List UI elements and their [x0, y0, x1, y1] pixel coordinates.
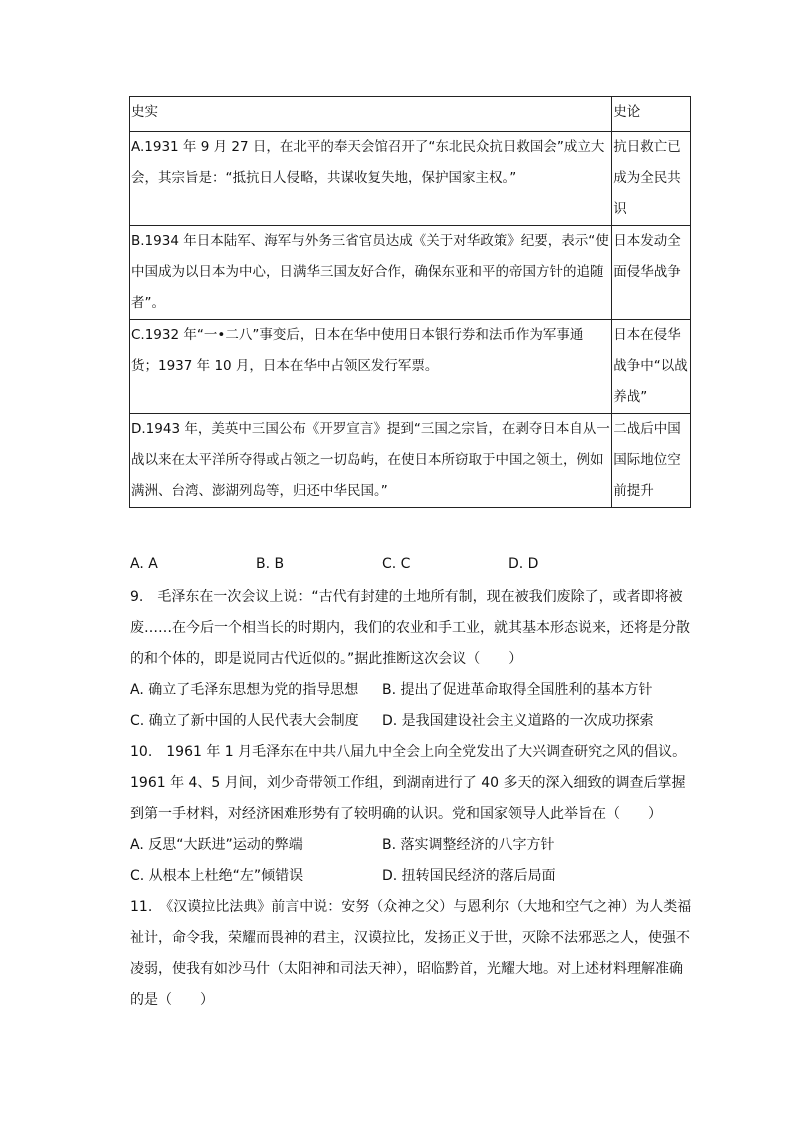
row-d-fact: D.1943 年，美英中三国公布《开罗宣言》提到“三国之宗旨，在剥夺日本自从一战以来在太平洋所夺得或占领之一切岛屿，在使日本所窃取于中国之领土，例如满洲、台湾、澎湖列岛等，归还中华民国。” [130, 414, 612, 508]
q10-stem: 10. 1961 年 1 月毛泽东在中共八届九中全会上向全党发出了大兴调查研究之风的倡议。1961 年 4、5 月间，刘少奇带领工作组，到湖南进行了 40 多天的深入细致的调查后掌握到第一手材料，对经济困难形势有了较明确的认识。党和国家领导人此举旨在（ ） [130, 744, 687, 822]
q9-options-row1 [130, 675, 653, 706]
q9-option-a: A. 确立了毛泽东思想为党的指导思想 [130, 682, 359, 698]
q9-stem: 9. 毛泽东在一次会议上说：“古代有封建的土地所有制，现在被我们废除了，或者即将被废……在今后一个相当长的时期内，我们的农业和手工业，就其基本形态说来，还将是分散的和个体的，即是说同古代近似的。”据此推断这次会议（ ） [130, 589, 690, 667]
row-d-view: 二战后中国国际地位空前提升 [612, 414, 691, 508]
q9-option-b: B. 提出了促进革命取得全国胜利的基本方针 [382, 682, 653, 698]
q9-options-row2 [130, 706, 654, 737]
row-a-fact: A.1931 年 9 月 27 日，在北平的奉天会馆召开了“东北民众抗日救国会”成立大会，其宗旨是：“抵抗日人侵略，共谋收复失地，保护国家主权。” [130, 132, 612, 226]
table-row [130, 320, 691, 414]
q8-option-d: D. D [508, 556, 539, 572]
table-row [130, 414, 691, 508]
header-fact: 史实 [130, 97, 612, 132]
table-header-row [130, 97, 691, 132]
row-b-view: 日本发动全面侵华战争 [612, 226, 691, 320]
q9-option-d: D. 是我国建设社会主义道路的一次成功探索 [382, 713, 654, 729]
q10-option-c: C. 从根本上杜绝“左”倾错误 [130, 868, 304, 884]
q11-stem: 11. 《汉谟拉比法典》前言中说：安努（众神之父）与恩利尔（大地和空气之神）为人类福祉计，命令我，荣耀而畏神的君主，汉谟拉比，发扬正义于世，灭除不法邪恶之人，使强不凌弱，使我有如沙马什（太阳神和司法天神），昭临黔首，光耀大地。对上述材料理解准确的是（ ） [130, 899, 692, 1008]
q8-option-a: A. A [130, 556, 158, 572]
q9-option-c: C. 确立了新中国的人民代表大会制度 [130, 713, 359, 729]
row-c-view: 日本在侵华战争中“以战养战” [612, 320, 691, 414]
row-b-fact: B.1934 年日本陆军、海军与外务三省官员达成《关于对华政策》纪要，表示“使中国成为以日本为中心，日满华三国友好合作，确保东亚和平的帝国方针的追随者”。 [130, 226, 612, 320]
q10-options-row2 [130, 861, 556, 892]
q8-option-c: C. C [382, 556, 411, 572]
q10-option-b: B. 落实调整经济的八字方针 [382, 837, 555, 853]
history-table [129, 96, 691, 508]
q8-options [130, 556, 634, 572]
q10-options-row1 [130, 830, 555, 861]
row-a-view: 抗日救亡已成为全民共识 [612, 132, 691, 226]
table-row [130, 226, 691, 320]
table-row [130, 132, 691, 226]
q8-option-b: B. B [256, 556, 285, 572]
q10-option-d: D. 扭转国民经济的落后局面 [382, 868, 556, 884]
row-c-fact: C.1932 年“一•二八”事变后，日本在华中使用日本银行券和法币作为军事通货；1937 年 10 月，日本在华中占领区发行军票。 [130, 320, 612, 414]
header-view: 史论 [612, 97, 691, 132]
q10-option-a: A. 反思“大跃进”运动的弊端 [130, 837, 303, 853]
